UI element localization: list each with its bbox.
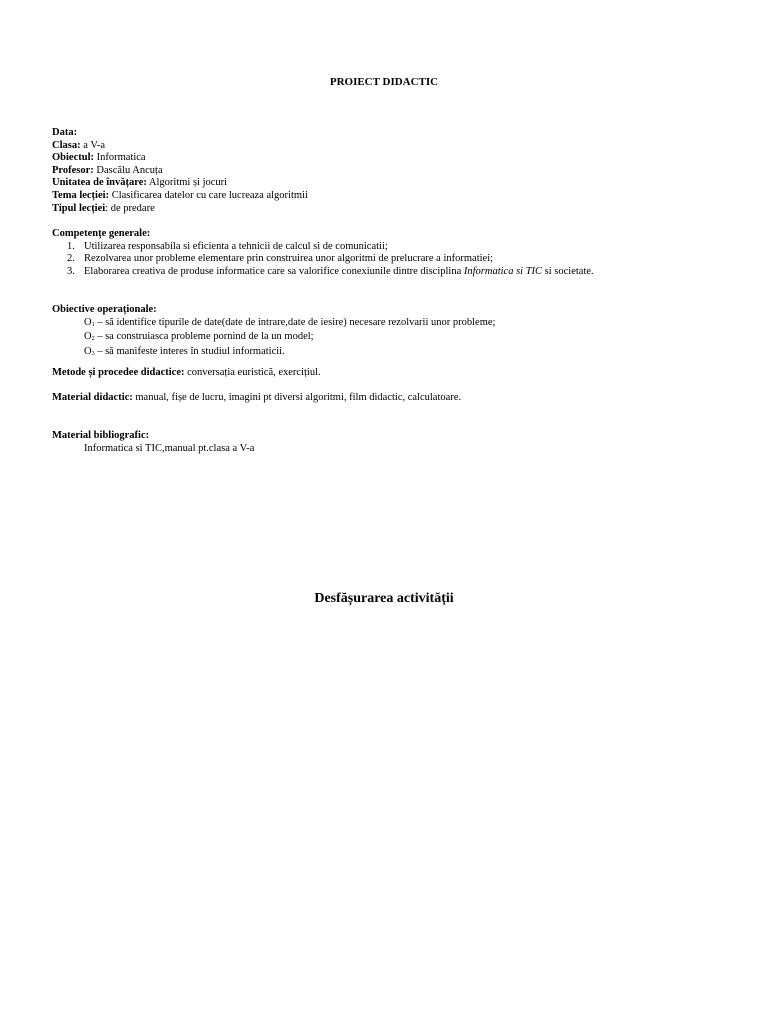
tema-value: Clasificarea datelor cu care lucreaza algoritmii: [109, 189, 308, 201]
competente-heading: Competențe generale:: [52, 228, 151, 239]
info-obiectul: [52, 152, 732, 165]
biblio-item: Informatica si TIC,manual pt.clasa a V-a: [84, 442, 255, 454]
objective-index: 1: [91, 321, 95, 328]
material-line: [52, 392, 732, 405]
metode-line: [52, 367, 732, 380]
list-number: 1.: [67, 240, 75, 252]
metode-label: Metode și procedee didactice:: [52, 367, 185, 378]
info-tipul: [52, 203, 732, 216]
objective-item: [52, 346, 732, 361]
list-text: Utilizarea responsabila si eficienta a tehnicii de calcul si de comunicatii;: [84, 240, 388, 252]
info-profesor: [52, 165, 732, 178]
list-number: 2.: [67, 253, 75, 265]
material-value: manual, fișe de lucru, imagini pt diversi algoritmi, film didactic, calculatoare.: [132, 392, 462, 403]
tipul-value: : de predare: [105, 202, 155, 214]
objective-item: [52, 331, 732, 346]
objective-item: [52, 317, 732, 332]
profesor-value: Dascălu Ancuța: [93, 164, 163, 176]
tema-label: Tema lecției:: [52, 189, 110, 201]
objective-text: – sa construiasca probleme pornind de la un model;: [94, 331, 314, 343]
obiectul-label: Obiectul:: [52, 152, 94, 164]
list-text-end: si societate.: [542, 265, 594, 277]
info-unitatea: [52, 177, 732, 190]
data-label: Data:: [52, 127, 78, 138]
objective-index: 2: [91, 336, 95, 343]
objective-letter: O: [84, 331, 92, 343]
biblio-section: [52, 430, 732, 455]
material-label: Material didactic:: [52, 392, 133, 403]
lesson-info: [52, 127, 732, 215]
info-data: [52, 127, 732, 140]
obiectul-value: Informatica: [94, 152, 146, 164]
list-number: 3.: [67, 265, 75, 277]
list-item: [52, 253, 732, 266]
info-clasa: [52, 140, 732, 153]
list-text: Rezolvarea unor probleme elementare prin construirea unor algoritmi de prelucrare a informatiei;: [84, 253, 494, 265]
obiective-heading: Obiective operaționale:: [52, 304, 157, 315]
metode-value: conversația euristică, exercițiul.: [184, 367, 321, 378]
tipul-label: Tipul lecției: [52, 202, 106, 214]
profesor-label: Profesor:: [52, 164, 94, 176]
competente-list: [52, 241, 732, 279]
desfasurare-heading: Desfășurarea activității: [314, 591, 454, 606]
objective-text: – să identifice tipurile de date(date de intrare,date de iesire) necesare rezolvarii unor probleme;: [94, 316, 496, 328]
objective-index: 3: [91, 350, 95, 357]
unitatea-label: Unitatea de învățare:: [52, 177, 147, 189]
unitatea-value: Algoritmi și jocuri: [146, 177, 228, 189]
clasa-label: Clasa:: [52, 139, 81, 151]
list-item: [52, 241, 732, 254]
list-item: [52, 266, 732, 279]
info-tema: [52, 190, 732, 203]
list-text-italic: Informatica si TIC: [463, 265, 543, 277]
objective-text: – să manifeste interes în studiul informaticii.: [94, 345, 285, 357]
biblio-heading: Material bibliografic:: [52, 430, 150, 441]
document-title: PROIECT DIDACTIC: [329, 76, 439, 88]
objective-letter: O: [84, 345, 92, 357]
obiective-section: [52, 304, 732, 360]
competente-section: [52, 228, 732, 278]
clasa-value: a V-a: [80, 139, 106, 151]
list-text: Elaborarea creativa de produse informatice care sa valorifice conexiunile dintre disciplina: [84, 265, 464, 277]
objective-letter: O: [84, 316, 92, 328]
